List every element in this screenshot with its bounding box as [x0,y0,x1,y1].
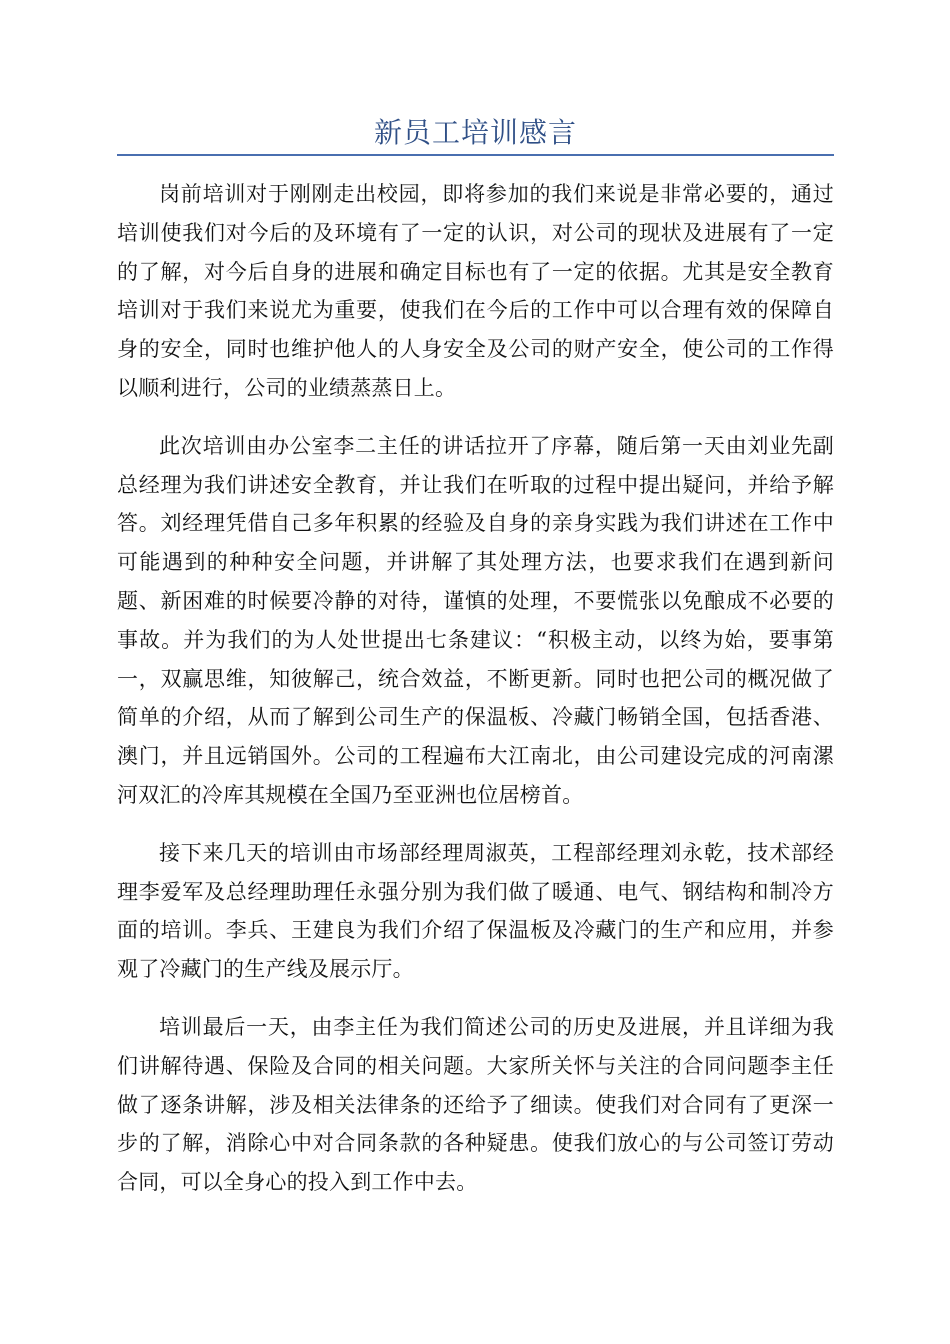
document-title: 新员工培训感言 [373,116,577,149]
title-underline [117,154,834,156]
paragraph-3: 接下来几天的培训由市场部经理周淑英，工程部经理刘永乾，技术部经理李爱军及总经理助理任永强分别为我们做了暖通、电气、钢结构和制冷方面的培训。李兵、王建良为我们介绍了保温板及冷藏门的生产和应用，并参观了冷藏门的生产线及展示厅。 [117,840,834,982]
paragraph-1: 岗前培训对于刚刚走出校园，即将参加的我们来说是非常必要的，通过培训使我们对今后的及环境有了一定的认识，对公司的现状及进展有了一定的了解，对今后自身的进展和确定目标也有了一定的依据。尤其是安全教育培训对于我们来说尤为重要，使我们在今后的工作中可以合理有效的保障自身的安全，同时也维护他人的人身安全及公司的财产安全，使公司的工作得以顺利进行，公司的业绩蒸蒸日上。 [117,182,834,400]
paragraph-4: 培训最后一天，由李主任为我们简述公司的历史及进展，并且详细为我们讲解待遇、保险及合同的相关问题。大家所关怀与关注的合同问题李主任做了逐条讲解，涉及相关法律条的还给予了细读。使我们对合同有了更深一步的了解，消除心中对合同条款的各种疑患。使我们放心的与公司签订劳动合同，可以全身心的投入到工作中去。 [117,1014,834,1195]
document-body [117,175,834,1221]
paragraph-2: 此次培训由办公室李二主任的讲话拉开了序幕，随后第一天由刘业先副总经理为我们讲述安全教育，并让我们在听取的过程中提出疑问，并给予解答。刘经理凭借自己多年积累的经验及自身的亲身实践为我们讲述在工作中可能遇到的种种安全问题，并讲解了其处理方法，也要求我们在遇到新问题、新困难的时候要冷静的对待，谨慎的处理，不要慌张以免酿成不必要的事故。并为我们的为人处世提出七条建议：“积极主动，以终为始，要事第一，双赢思维，知彼解己，统合效益，不断更新。同时也把公司的概况做了简单的介绍，从而了解到公司生产的保温板、冷藏门畅销全国，包括香港、澳门，并且远销国外。公司的工程遍布大江南北，由公司建设完成的河南漯河双汇的冷库其规模在全国乃至亚洲也位居榜首。 [117,433,834,807]
